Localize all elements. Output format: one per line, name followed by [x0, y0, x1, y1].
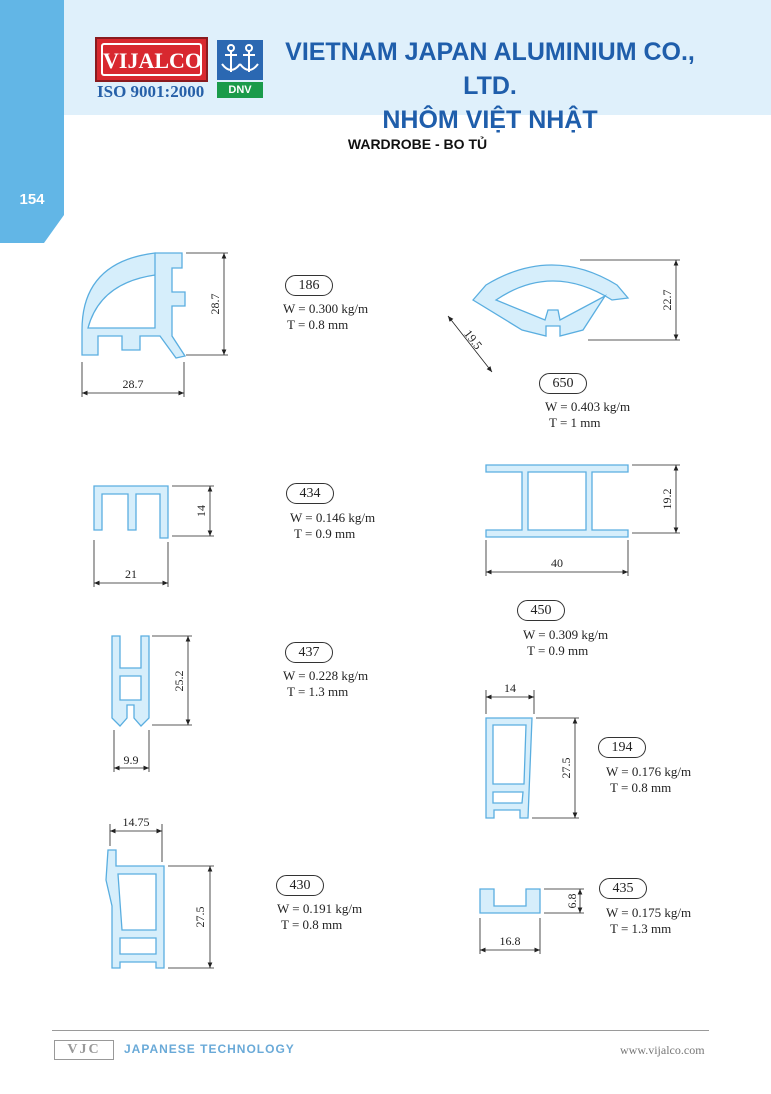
- dim-430-height: 27.5: [193, 906, 207, 928]
- dim-437-height: 25.2: [172, 670, 186, 692]
- profile-437-weight: W = 0.228 kg/m: [283, 668, 369, 683]
- profile-434-thickness: T = 0.9 mm: [294, 526, 356, 541]
- profile-437-drawing: [112, 636, 149, 726]
- profile-650-thickness: T = 1 mm: [549, 415, 601, 430]
- profile-435-drawing: [480, 889, 540, 913]
- company-name-vietnamese: NHÔM VIỆT NHẬT: [382, 106, 598, 134]
- footer-url[interactable]: www.vijalco.com: [620, 1043, 705, 1057]
- profile-194-specs: [606, 764, 691, 796]
- profile-434-weight: W = 0.146 kg/m: [290, 510, 376, 525]
- profile-434-specs: [290, 510, 375, 542]
- dim-194-height: 27.5: [559, 757, 573, 779]
- iso-certification: ISO 9001:2000: [97, 82, 205, 101]
- profile-435-weight: W = 0.175 kg/m: [606, 905, 692, 920]
- dim-450-height: 19.2: [660, 488, 674, 510]
- dim-434-height: 14: [194, 505, 208, 517]
- dim-437-width: 9.9: [123, 753, 139, 767]
- profile-650-weight: W = 0.403 kg/m: [545, 399, 631, 414]
- profile-186-drawing: [82, 253, 185, 358]
- page-number: 154: [19, 191, 45, 208]
- footer-divider: [52, 1030, 709, 1031]
- profile-186-thickness: T = 0.8 mm: [287, 317, 349, 332]
- dim-194-width: 14: [504, 681, 516, 695]
- dim-450-width: 40: [551, 556, 563, 570]
- profile-437-code: 437: [285, 642, 333, 663]
- company-name-english: VIETNAM JAPAN ALUMINIUM CO., LTD.: [285, 38, 695, 100]
- profile-194-drawing: [486, 718, 532, 818]
- section-title: WARDROBE - BO TỦ: [347, 136, 488, 152]
- profile-435-specs: [606, 905, 691, 937]
- profile-435-code: 435: [599, 878, 647, 899]
- profile-437-specs: [283, 668, 368, 700]
- dim-435-width: 16.8: [499, 934, 521, 948]
- profile-430-specs: [277, 901, 362, 933]
- dim-650-height: 22.7: [660, 289, 674, 311]
- footer-tagline: JAPANESE TECHNOLOGY: [124, 1042, 295, 1056]
- profile-186-code: 186: [285, 275, 333, 296]
- profile-650-specs: [545, 399, 630, 431]
- profile-434-drawing: [94, 486, 168, 538]
- profile-650-drawing: [473, 265, 628, 336]
- dim-186-width: 28.7: [122, 377, 144, 391]
- profile-450-drawing: [486, 465, 628, 537]
- profile-437-thickness: T = 1.3 mm: [287, 684, 349, 699]
- profile-450-specs: [523, 627, 608, 659]
- profile-450-weight: W = 0.309 kg/m: [523, 627, 609, 642]
- profile-194-weight: W = 0.176 kg/m: [606, 764, 692, 779]
- profile-434-code: 434: [286, 483, 334, 504]
- dim-434-width: 21: [125, 567, 137, 581]
- profile-194-thickness: T = 0.8 mm: [610, 780, 672, 795]
- logo-text: VIJALCO: [101, 43, 202, 76]
- profile-450-thickness: T = 0.9 mm: [527, 643, 589, 658]
- profile-435-thickness: T = 1.3 mm: [610, 921, 672, 936]
- profile-186-specs: [283, 301, 368, 333]
- dim-650-span: 19.5: [461, 326, 486, 353]
- vjc-logo: VJC: [54, 1040, 114, 1060]
- profile-430-code: 430: [276, 875, 324, 896]
- profile-450-code: 450: [517, 600, 565, 621]
- profile-650-code: 650: [539, 373, 587, 394]
- dim-435-height: 6.8: [565, 893, 579, 909]
- profile-430-weight: W = 0.191 kg/m: [277, 901, 363, 916]
- profile-430-drawing: [106, 850, 164, 968]
- dim-186-height: 28.7: [208, 293, 222, 315]
- profile-194-code: 194: [598, 737, 646, 758]
- dim-430-width: 14.75: [122, 815, 150, 829]
- dnv-label: DNV: [217, 82, 263, 98]
- profile-186-weight: W = 0.300 kg/m: [283, 301, 369, 316]
- profile-430-thickness: T = 0.8 mm: [281, 917, 343, 932]
